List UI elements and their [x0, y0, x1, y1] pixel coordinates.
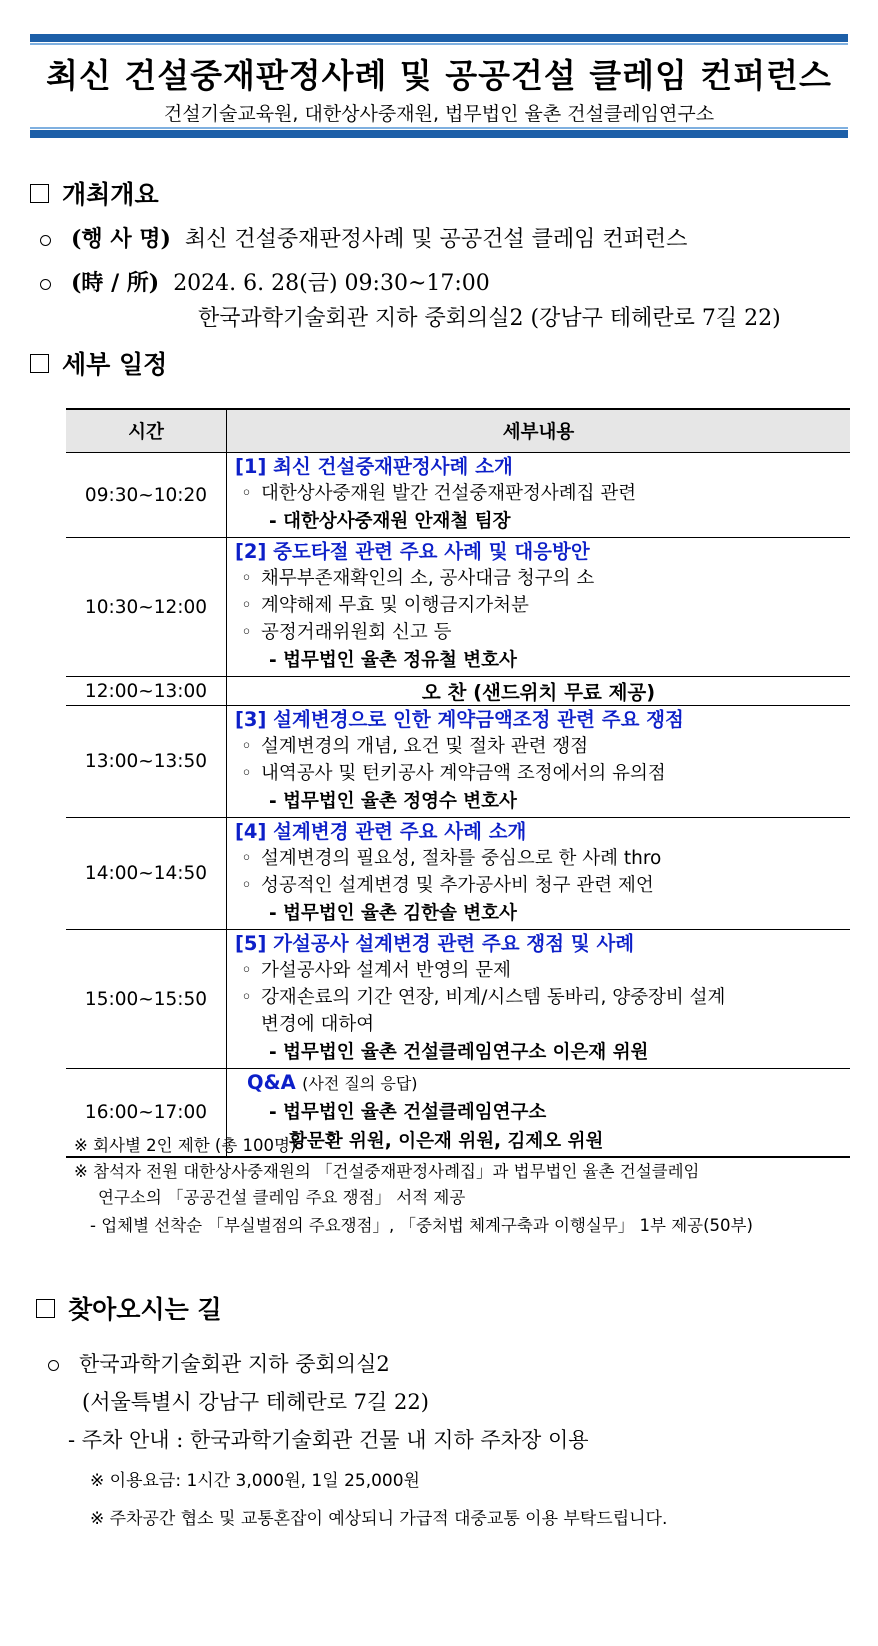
session-time: 10:30~12:00	[66, 538, 227, 677]
directions-address: (서울특별시 강남구 테헤란로 7길 22)	[82, 1390, 429, 1414]
session-bullet: ◦ 공정거래위원회 신고 등	[227, 619, 850, 646]
session-speaker: - 법무법인 율촌 정유철 변호사	[269, 650, 517, 671]
session-speaker: - 법무법인 율촌 정영수 변호사	[269, 791, 517, 812]
session-time: 09:30~10:20	[66, 453, 227, 538]
session-bullet: ◦ 성공적인 설계변경 및 추가공사비 청구 관련 제언	[227, 872, 850, 899]
session-bullet: ◦ 강재손료의 기간 연장, 비계/시스템 동바리, 양중장비 설계	[227, 984, 850, 1011]
session-content	[227, 930, 851, 1069]
transit-notice: ※ 주차공간 협소 및 교통혼잡이 예상되니 가급적 대중교통 이용 부탁드립니다.	[90, 1509, 668, 1529]
table-row	[66, 677, 850, 706]
schedule-table	[66, 408, 850, 1158]
table-row	[66, 706, 850, 818]
parking-fee: ※ 이용요금: 1시간 3,000원, 1일 25,000원	[90, 1471, 420, 1491]
session-content	[227, 706, 851, 818]
qa-title: Q&A (사전 질의 응답)	[247, 1071, 418, 1094]
session-time: 12:00~13:00	[66, 677, 227, 706]
session-bullet: ◦ 설계변경의 개념, 요건 및 절차 관련 쟁점	[227, 733, 850, 760]
checkbox-square-icon	[36, 1299, 55, 1318]
session-speaker-names: 황문환 위원, 이은재 위원, 김제오 위원	[289, 1131, 604, 1152]
table-row	[66, 538, 850, 677]
session-title: [2] 중도타절 관련 주요 사례 및 대응방안	[235, 540, 590, 563]
session-content	[227, 453, 851, 538]
session-title: [4] 설계변경 관련 주요 사례 소개	[235, 820, 527, 843]
session-bullet: ◦ 설계변경의 필요성, 절차를 중심으로 한 사례 thro	[227, 845, 850, 872]
event-time-line: (時 / 所) 2024. 6. 28(금) 09:30~17:00	[40, 266, 490, 297]
session-bullet: ◦ 대한상사중재원 발간 건설중재판정사례집 관련	[227, 480, 850, 507]
note-books: ※ 참석자 전원 대한상사중재원의 「건설중재판정사례집」과 법무법인 율촌 건설클레임	[74, 1162, 700, 1181]
session-bullet: ◦ 계약해제 무효 및 이행금지가처분	[227, 592, 850, 619]
note-limit: ※ 회사별 2인 제한 (총 100명)	[74, 1136, 297, 1155]
session-bullet-continued: 변경에 대하여	[261, 1014, 375, 1035]
page-title: 최신 건설중재판정사례 및 공공건설 클레임 컨퍼런스	[46, 56, 832, 95]
session-content	[227, 818, 851, 930]
header-bar-bottom	[30, 130, 848, 138]
section-directions-heading: 찾아오시는 길	[36, 1290, 222, 1326]
session-speaker: - 법무법인 율촌 건설클레임연구소 이은재 위원	[269, 1042, 649, 1063]
section-overview-heading: 개최개요	[30, 175, 159, 211]
lunch-label: 오 찬 (샌드위치 무료 제공)	[227, 677, 851, 706]
session-speaker: - 법무법인 율촌 김한솔 변호사	[269, 903, 517, 924]
note-first-come: - 업체별 선착순 「부실벌점의 주요쟁점」, 「중처법 체계구축과 이행실무」 1부 제공(50부)	[90, 1216, 753, 1235]
header-bar-top	[30, 34, 848, 42]
col-header-content: 세부내용	[227, 409, 851, 453]
event-name-line: (행 사 명) 최신 건설중재판정사례 및 공공건설 클레임 컨퍼런스	[40, 222, 687, 253]
checkbox-square-icon	[30, 184, 49, 203]
circle-bullet-icon	[40, 279, 51, 290]
session-title: [1] 최신 건설중재판정사례 소개	[235, 455, 513, 478]
session-bullet: ◦ 내역공사 및 턴키공사 계약금액 조정에서의 유의점	[227, 760, 850, 787]
session-time: 16:00~17:00	[66, 1069, 227, 1158]
page-subtitle: 건설기술교육원, 대한상사중재원, 법무법인 율촌 건설클레임연구소	[163, 103, 715, 125]
session-bullet: ◦ 채무부존재확인의 소, 공사대금 청구의 소	[227, 565, 850, 592]
session-content	[227, 1069, 851, 1158]
session-speaker: - 대한상사중재원 안재철 팀장	[269, 511, 511, 532]
session-speaker: - 법무법인 율촌 건설클레임연구소	[269, 1102, 547, 1123]
table-row	[66, 930, 850, 1069]
session-title: [5] 가설공사 설계변경 관련 주요 쟁점 및 사례	[235, 932, 635, 955]
session-time: 14:00~14:50	[66, 818, 227, 930]
directions-place-line: 한국과학기술회관 지하 중회의실2	[48, 1348, 390, 1378]
session-title: [3] 설계변경으로 인한 계약금액조정 관련 주요 쟁점	[235, 708, 684, 731]
checkbox-square-icon	[30, 354, 49, 373]
table-header-row	[66, 409, 850, 453]
session-time: 15:00~15:50	[66, 930, 227, 1069]
event-place: 한국과학기술회관 지하 중회의실2 (강남구 테헤란로 7길 22)	[198, 306, 781, 331]
note-books-continued: 연구소의 「공공건설 클레임 주요 쟁점」 서적 제공	[98, 1188, 466, 1207]
session-time: 13:00~13:50	[66, 706, 227, 818]
parking-info: - 주차 안내 : 한국과학기술회관 건물 내 지하 주차장 이용	[68, 1428, 589, 1452]
table-row	[66, 818, 850, 930]
col-header-time: 시간	[66, 409, 227, 453]
circle-bullet-icon	[40, 235, 51, 246]
session-content	[227, 538, 851, 677]
section-schedule-heading: 세부 일정	[30, 345, 167, 381]
session-bullet: ◦ 가설공사와 설계서 반영의 문제	[227, 957, 850, 984]
table-row	[66, 453, 850, 538]
circle-bullet-icon	[48, 1360, 59, 1371]
